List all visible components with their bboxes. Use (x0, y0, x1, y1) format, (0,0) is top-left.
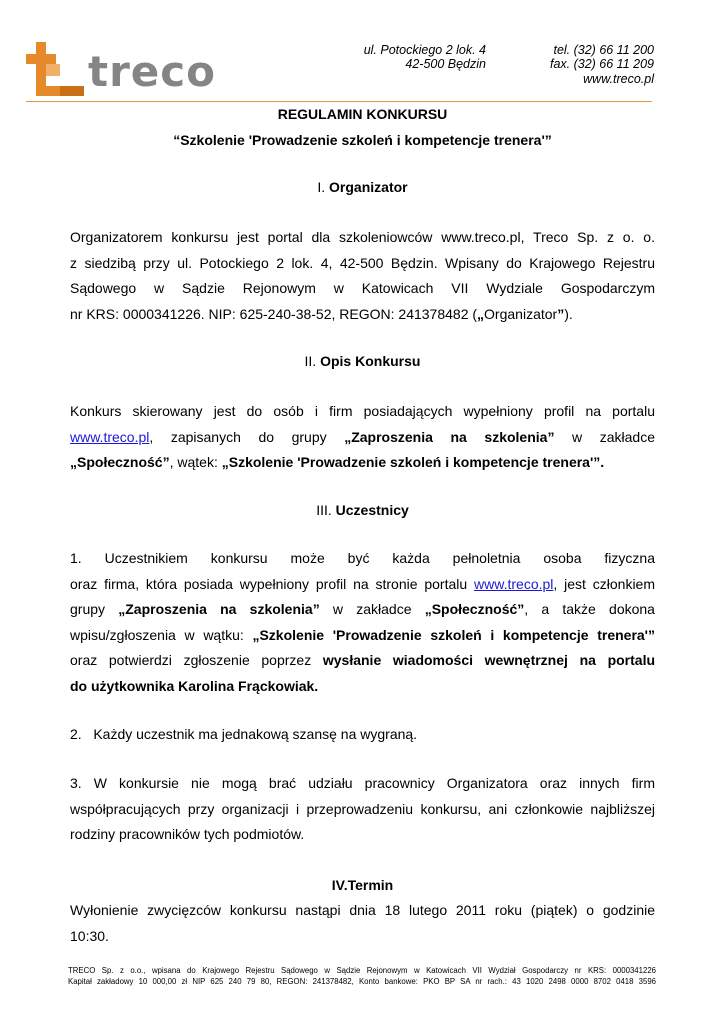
text-span: „Zaproszenia na szkolenia” (344, 428, 555, 445)
doc-title: REGULAMIN KONKURSU (277, 106, 448, 122)
text-line: 10:30. (70, 927, 109, 944)
section-2-number: II. (304, 353, 317, 369)
text-span: , zapisanych do grupy (149, 428, 345, 445)
doc-subtitle: “Szkolenie 'Prowadzenie szkoleń i kompetencje trenera'” (173, 132, 552, 148)
website: www.treco.pl (583, 71, 654, 86)
text-span: Organizator (484, 305, 558, 322)
text-line: 1. Uczestnikiem konkursu może być każda pełnoletnia osoba fizyczna (70, 550, 655, 566)
text-span: „Szkolenie 'Prowadzenie szkoleń i kompetencje trenera'” (252, 626, 656, 643)
section-3-point-2: 2. Każdy uczestnik ma jednakową szansę na wygraną. (70, 726, 418, 742)
section-1-paragraph (70, 225, 655, 327)
text-line: Konkurs skierowany jest do osób i firm posiadających wypełniony profil na portalu (70, 403, 655, 419)
text-span: ” (557, 305, 565, 322)
section-3-number: III. (316, 502, 332, 518)
section-2-paragraph (70, 399, 655, 476)
text-line: Wyłonienie zwycięzców konkursu nastąpi dnia 18 lutego 2011 roku (piątek) o godzinie (70, 902, 655, 918)
footer-line: Kapitał zakładowy 10 000,00 zł NIP 625 240 79 80, REGON: 241378482, Konto bankowe: PKO BP SA nr rach.: 43 1020 2498 0000 8702 0418 3596 (68, 976, 656, 986)
section-2-title: Opis Konkursu (320, 353, 421, 369)
text-line: Sądowego w Sądzie Rejonowym w Katowicach VII Wydziale Gospodarczym (70, 280, 655, 296)
text-line: rodziny pracowników tych podmiotów. (70, 826, 305, 842)
text-span: nr KRS: 0000341226. NIP: 625-240-38-52, REGON: 241378482 ( (70, 305, 478, 322)
text-span: , wątek: (169, 454, 222, 470)
text-span: „Społeczność” (70, 454, 170, 470)
text-line: współpracujących przy organizacji i przeprowadzeniu konkursu, ani członkowie najbliższej (70, 800, 655, 817)
footer (68, 966, 656, 987)
text-span: oraz firma, która posiada wypełniony profil na stronie portalu (70, 575, 475, 592)
header-divider (26, 101, 652, 102)
section-4-paragraph (70, 898, 655, 949)
section-3-heading (70, 500, 655, 520)
section-3-title: Uczestnicy (335, 502, 409, 518)
section-1-title: Organizator (329, 179, 408, 195)
text-line (70, 425, 655, 451)
logo-text: treco (88, 47, 217, 96)
text-line (70, 572, 655, 598)
text-line (70, 623, 655, 649)
text-span: wysłanie wiadomości wewnętrznej na portalu (322, 652, 656, 668)
section-2-heading (70, 351, 655, 371)
text-span: „Zaproszenia na szkolenia” (118, 601, 320, 617)
text-line (70, 302, 655, 328)
section-3-point-1 (70, 546, 655, 699)
section-1-number: I. (317, 179, 326, 195)
section-1-heading (70, 177, 655, 197)
text-span: grupy (70, 601, 119, 617)
text-span: do użytkownika Karolina Frąckowiak. (70, 677, 319, 694)
text-span: w zakładce (319, 601, 425, 617)
text-span: w zakładce (554, 428, 655, 445)
text-span: „Szkolenie 'Prowadzenie szkoleń i kompetencje trenera'”. (221, 454, 605, 470)
address-city: 42-500 Będzin (405, 57, 486, 71)
text-span: , a także dokona (524, 601, 655, 617)
text-span: „Społeczność” (424, 601, 525, 617)
text-line (70, 450, 655, 476)
phone: tel. (32) 66 11 200 (553, 43, 654, 57)
text-line (70, 648, 655, 674)
text-span: oraz potwierdzi zgłoszenie poprzez (70, 652, 323, 668)
address-street: ul. Potockiego 2 lok. 4 (363, 43, 486, 57)
fax: fax. (32) 66 11 209 (549, 57, 654, 72)
contact-block (550, 43, 654, 86)
text-span: wpisu/zgłoszenia w wątku: (70, 626, 253, 643)
text-span: ). (564, 305, 573, 322)
text-line: Organizatorem konkursu jest portal dla szkoleniowców www.treco.pl, Treco Sp. z o. o. (70, 229, 655, 245)
text-span: , jest członkiem (553, 575, 655, 592)
text-line (70, 597, 655, 623)
treco-link[interactable]: www.treco.pl (474, 575, 554, 592)
footer-line: TRECO Sp. z o.o., wpisana do Krajowego Rejestru Sądowego w Sądzie Rejonowym w Katowicach VII Wydział Gospodarczy nr KRS: 0000341226 (68, 966, 656, 975)
section-4-heading: IV.Termin (331, 877, 394, 893)
section-3-point-3 (70, 771, 655, 848)
treco-link[interactable]: www.treco.pl (70, 428, 150, 445)
text-line: 3. W konkursie nie mogą brać udziału pracownicy Organizatora oraz innych firm (70, 775, 655, 791)
text-span: „ (477, 305, 485, 322)
text-line: z siedzibą przy ul. Potockiego 2 lok. 4, 42-500 Będzin. Wpisany do Krajowego Rejestru (70, 254, 655, 271)
text-line (70, 674, 655, 700)
